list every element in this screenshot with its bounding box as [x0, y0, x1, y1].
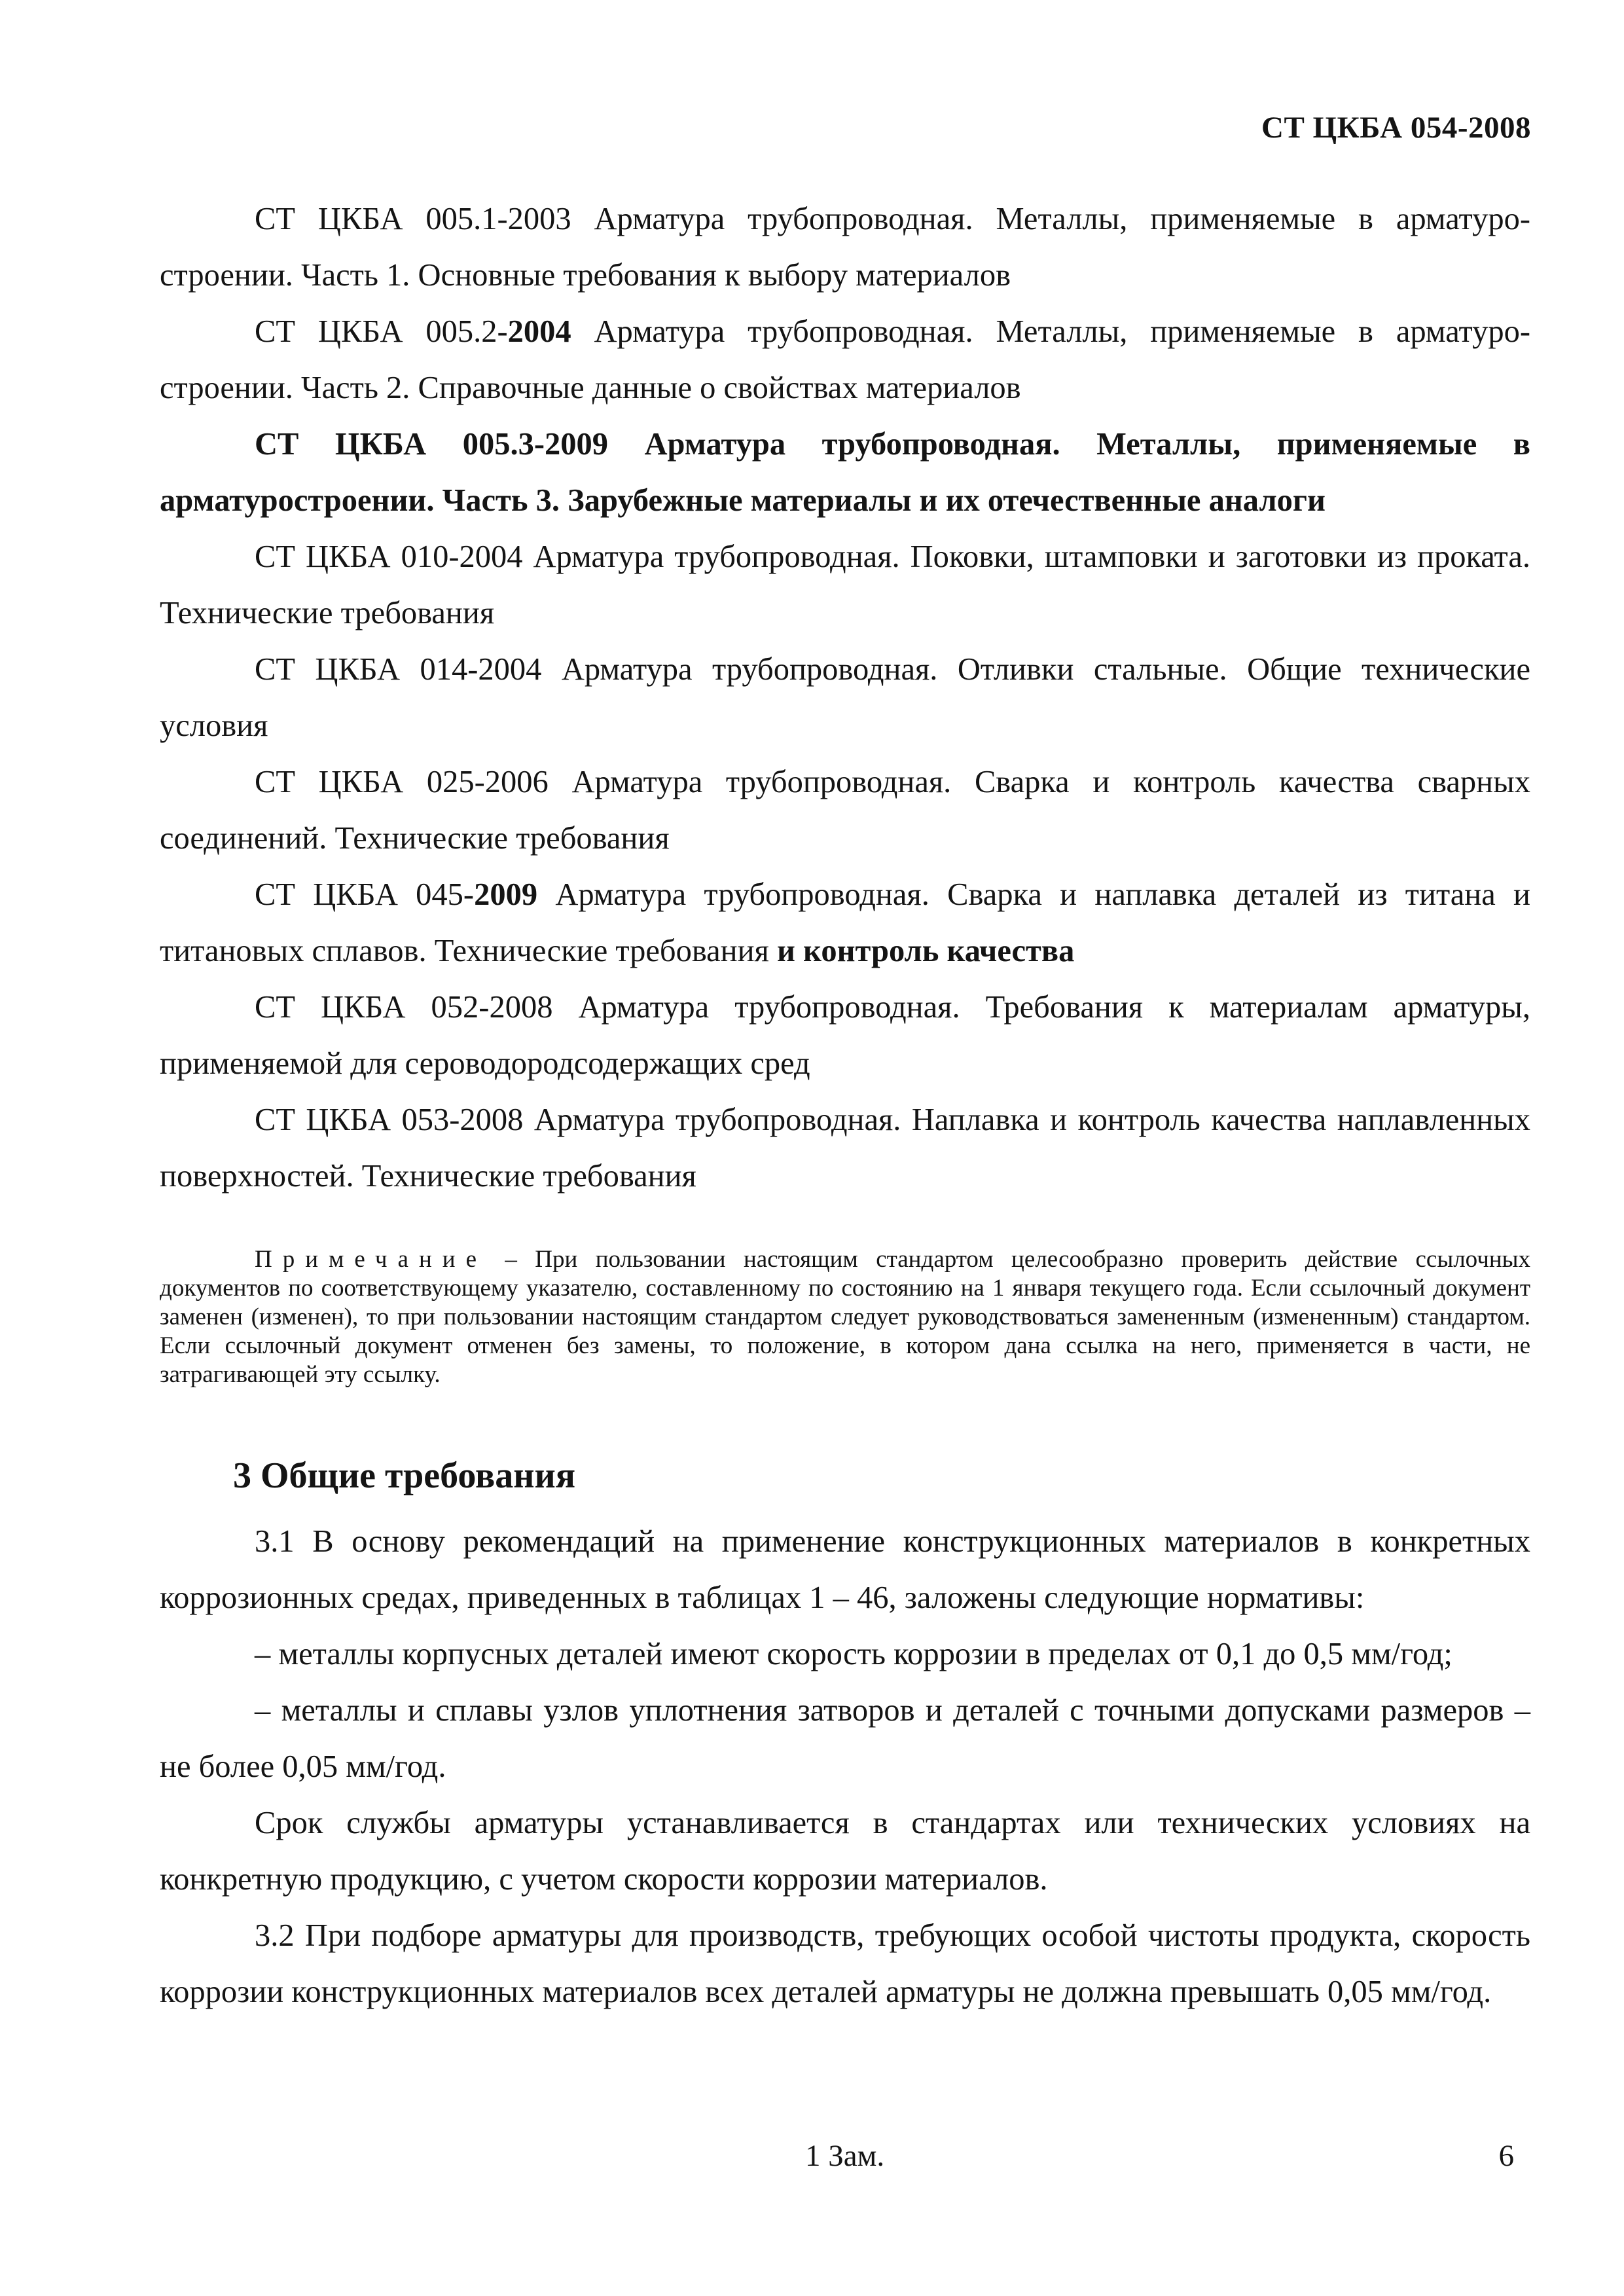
- reference-item: СТ ЦКБА 005.1-2003 Арматура трубопроводная. Металлы, применяемые в арматуростроении. Часть 1. Основные требования к выбору материалов: [160, 202, 1530, 293]
- section-title: 3 Общие требования: [233, 1455, 576, 1496]
- document-body: [160, 191, 1530, 2020]
- note-block: [160, 1245, 1530, 1389]
- page-header: СТ ЦКБА 054-2008: [1261, 111, 1531, 145]
- change-mark: 1 Зам.: [805, 2139, 885, 2173]
- page-number: 6: [1498, 2139, 1514, 2173]
- bullet-item: – металлы и сплавы узлов уплотнения затворов и деталей с точными допусками размеров – не более 0,05 мм/год.: [160, 1693, 1530, 1784]
- reference-item: СТ ЦКБА 025-2006 Арматура трубопроводная. Сварка и контроль качества сварных соединений. Технические требования: [160, 765, 1530, 856]
- paragraph-3-2: 3.2 При подборе арматуры для производств, требующих особой чистоты продукта, скорость коррозии конструкционных материалов всех деталей арматуры не должна превышать 0,05 мм/год.: [160, 1918, 1530, 2009]
- note-label: Примечание: [255, 1246, 487, 1273]
- reference-item: СТ ЦКБА 045-2009 Арматура трубопроводная. Сварка и наплавка деталей из титана и титановых сплавов. Технические требования и контроль качества: [160, 877, 1530, 968]
- note-text: – При пользовании настоящим стандартом целесообразно проверить действие ссылочных документов по соответствующему указателю, составленному по состоянию на 1 января текущего года. Если ссылочный документ заменен (изменен), то при пользовании настоящим стандартом следует руководствоваться замененным (измененным) стандартом. Если ссылочный документ отменен без замены, то положение, в котором дана ссылка на него, применяется в части, не затрагивающей эту ссылку.: [160, 1246, 1530, 1388]
- reference-item: СТ ЦКБА 053-2008 Арматура трубопроводная. Наплавка и контроль качества наплавленных поверхностей. Технические требования: [160, 1102, 1530, 1194]
- reference-item: СТ ЦКБА 005.2-2004 Арматура трубопроводная. Металлы, применяемые в арматуростроении. Часть 2. Справочные данные о свойствах материалов: [160, 314, 1530, 405]
- reference-item: СТ ЦКБА 005.3-2009 Арматура трубопроводная. Металлы, применяемые в арматуростроении. Часть 3. Зарубежные материалы и их отечественные аналоги: [160, 427, 1530, 518]
- paragraph-3-1: 3.1 В основу рекомендаций на применение конструкционных материалов в конкретных коррозионных средах, приведенных в таблицах 1 – 46, заложены следующие нормативы:: [160, 1524, 1530, 1615]
- paragraph-service-life: Срок службы арматуры устанавливается в стандартах или технических условиях на конкретную продукцию, с учетом скорости коррозии материалов.: [160, 1806, 1530, 1897]
- reference-item: СТ ЦКБА 010-2004 Арматура трубопроводная. Поковки, штамповки и заготовки из проката. Технические требования: [160, 539, 1530, 630]
- bullet-item: – металлы корпусных деталей имеют скорость коррозии в пределах от 0,1 до 0,5 мм/год;: [255, 1637, 1453, 1671]
- reference-item: СТ ЦКБА 014-2004 Арматура трубопроводная. Отливки стальные. Общие технические условия: [160, 652, 1530, 743]
- reference-item: СТ ЦКБА 052-2008 Арматура трубопроводная. Требования к материалам арматуры, применяемой для сероводородсодержащих сред: [160, 990, 1530, 1081]
